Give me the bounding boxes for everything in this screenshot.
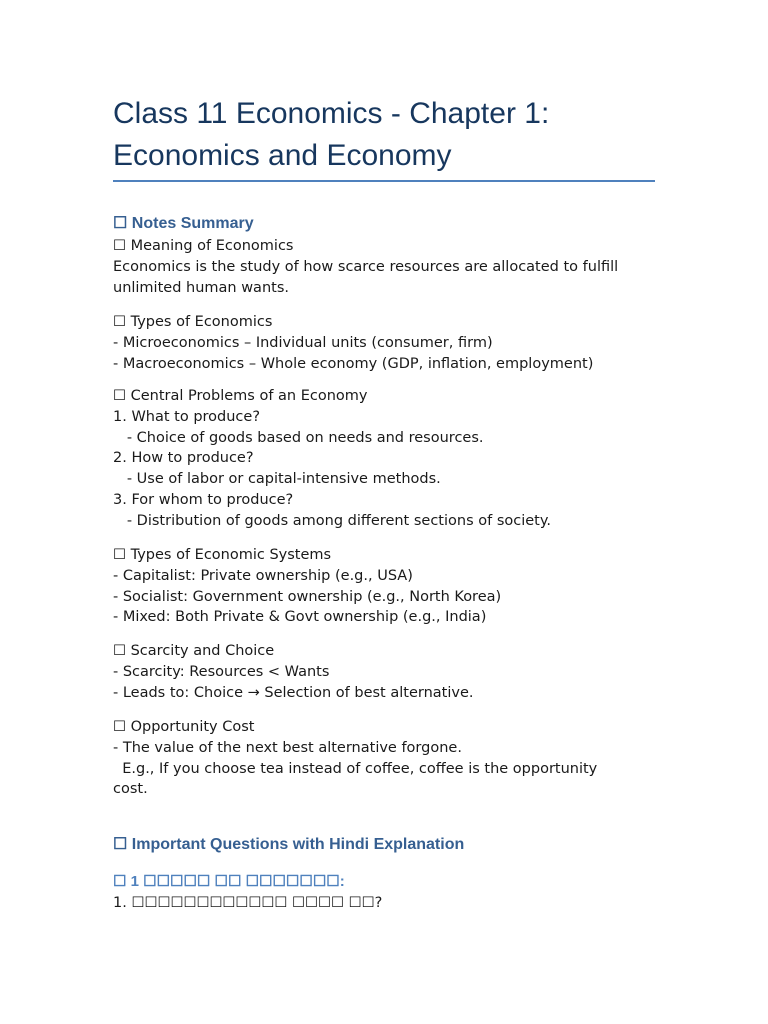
text-line: - Socialist: Government ownership (e.g., North Korea) xyxy=(113,588,502,605)
text-line: - Distribution of goods among different sections of society. xyxy=(113,512,551,529)
question-list xyxy=(113,893,673,914)
text-line: - Scarcity: Resources < Wants xyxy=(113,663,330,680)
questions-heading: ☐ Important Questions with Hindi Explanation xyxy=(113,836,465,853)
one-mark-questions-heading: ☐ 1 ☐☐☐☐☐ ☐☐ ☐☐☐☐☐☐☐: xyxy=(113,873,345,890)
section-types-of-economics xyxy=(113,312,673,374)
text-line: Economics is the study of how scarce resources are allocated to fulfill xyxy=(113,258,619,275)
text-line: E.g., If you choose tea instead of coffee, coffee is the opportunity xyxy=(113,760,598,777)
section-heading: ☐ Meaning of Economics xyxy=(113,238,294,254)
text-line: - Use of labor or capital-intensive methods. xyxy=(113,471,441,488)
title-underline xyxy=(113,180,655,182)
text-line: - Macroeconomics – Whole economy (GDP, inflation, employment) xyxy=(113,355,594,372)
text-line: - Microeconomics – Individual units (consumer, firm) xyxy=(113,334,493,351)
section-opportunity-cost xyxy=(113,717,673,800)
text-line: 3. For whom to produce? xyxy=(113,491,294,508)
question-item: 1. ☐☐☐☐☐☐☐☐☐☐☐☐ ☐☐☐☐ ☐☐? xyxy=(113,895,383,911)
text-line: - Mixed: Both Private & Govt ownership (e.g., India) xyxy=(113,609,487,626)
text-line: - The value of the next best alternative forgone. xyxy=(113,739,462,756)
text-line: 1. What to produce? xyxy=(113,408,261,425)
notes-summary-heading: ☐ Notes Summary xyxy=(113,215,254,232)
text-line: - Leads to: Choice → Selection of best alternative. xyxy=(113,684,474,701)
title-line-2: Economics and Economy xyxy=(113,139,452,172)
text-line: 2. How to produce? xyxy=(113,450,254,467)
title-line-1: Class 11 Economics - Chapter 1: xyxy=(113,97,550,130)
section-heading: ☐ Opportunity Cost xyxy=(113,719,255,735)
section-heading: ☐ Types of Economic Systems xyxy=(113,547,332,563)
text-line: cost. xyxy=(113,781,148,798)
section-meaning-of-economics xyxy=(113,236,673,298)
section-scarcity-and-choice xyxy=(113,641,673,703)
text-line: - Choice of goods based on needs and resources. xyxy=(113,429,484,446)
section-heading: ☐ Central Problems of an Economy xyxy=(113,388,368,404)
text-line: unlimited human wants. xyxy=(113,279,289,296)
section-economic-systems xyxy=(113,545,673,628)
section-heading: ☐ Types of Economics xyxy=(113,314,273,330)
text-line: - Capitalist: Private ownership (e.g., USA) xyxy=(113,567,413,584)
section-central-problems xyxy=(113,386,673,532)
page-title xyxy=(113,93,673,177)
section-heading: ☐ Scarcity and Choice xyxy=(113,643,275,659)
